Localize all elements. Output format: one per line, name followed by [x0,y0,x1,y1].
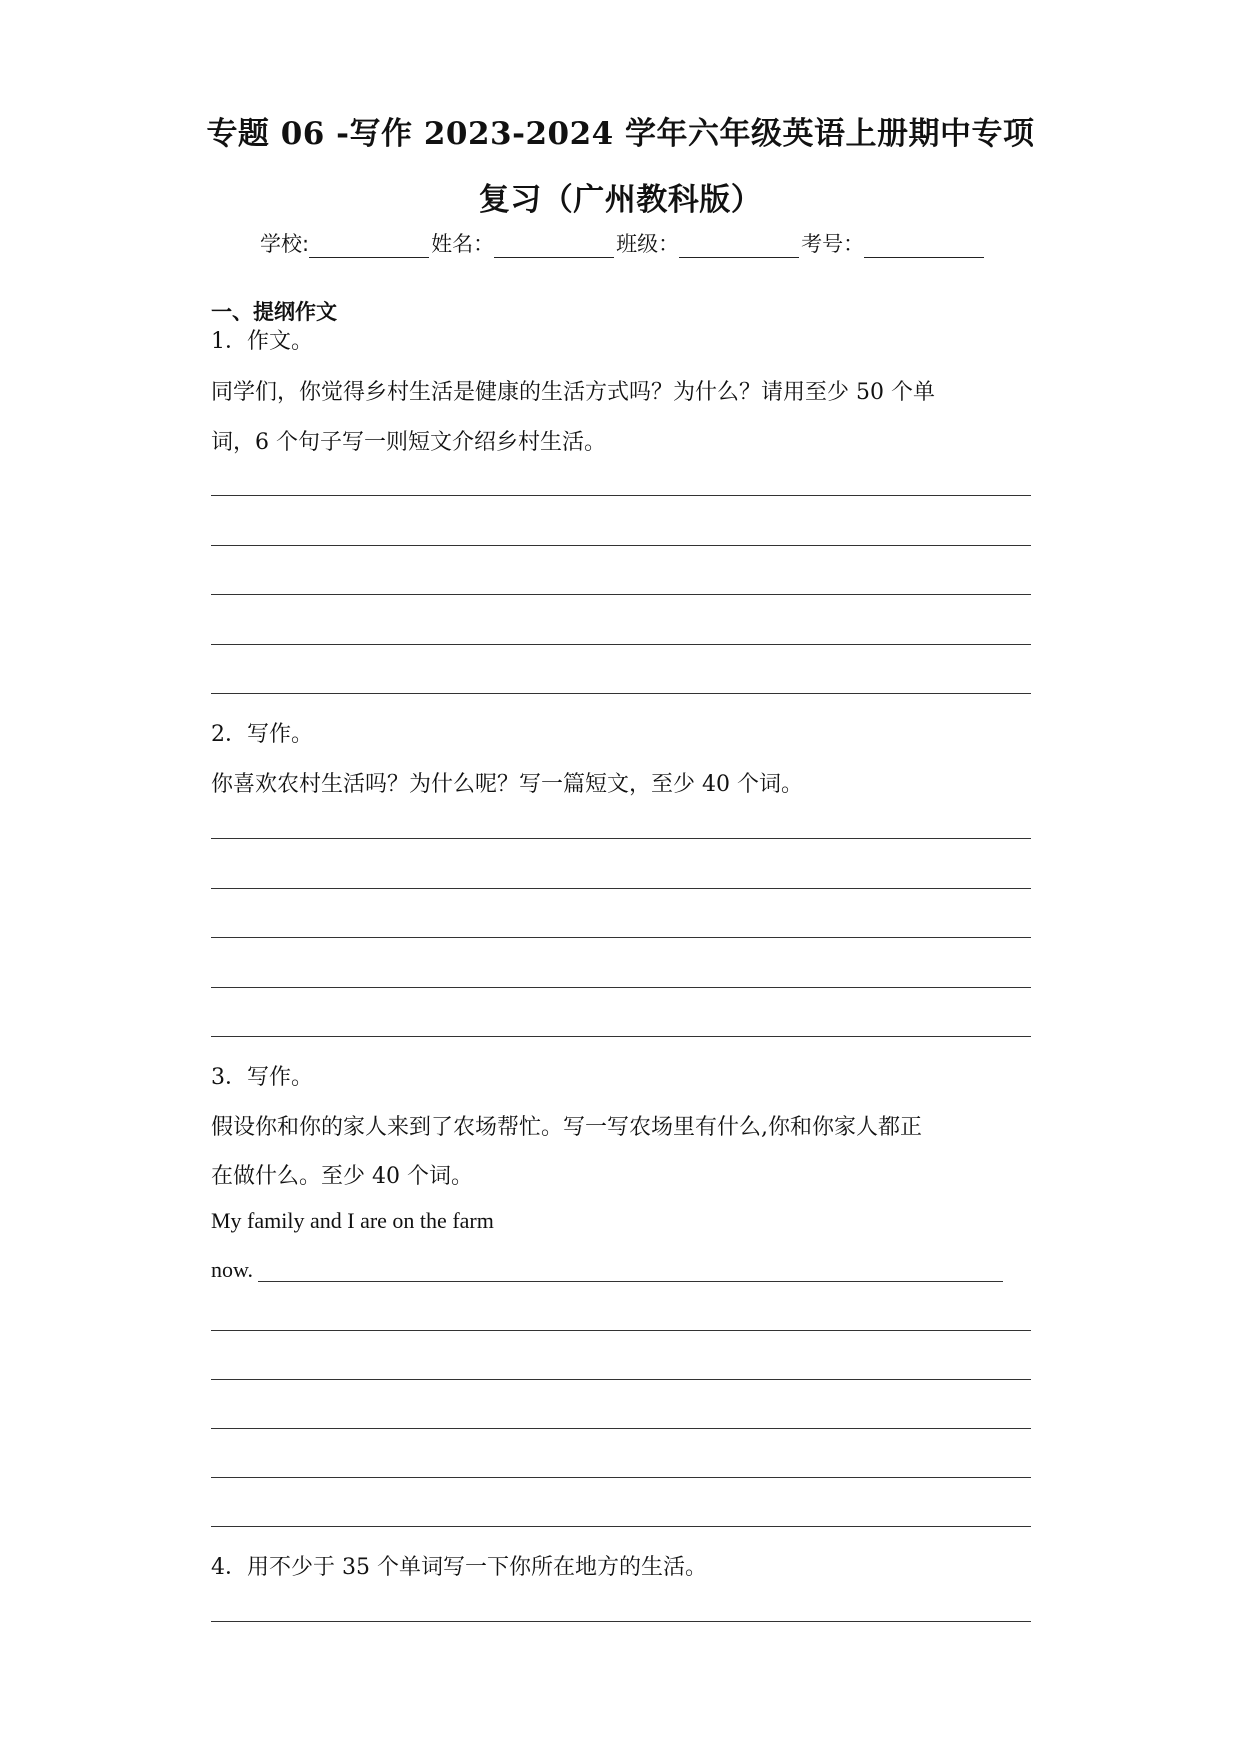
answer-line[interactable] [211,1526,1031,1527]
answer-line[interactable] [211,693,1031,694]
question-3-starter-line-2: now. [211,1257,253,1282]
answer-line[interactable] [211,545,1031,546]
question-4-title: 4．用不少于 35 个单词写一下你所在地方的生活。 [211,1555,707,1580]
school-blank[interactable] [309,237,429,258]
exam-number-label: 考号： [801,232,865,256]
school-label: 学校: [260,232,310,256]
class-blank[interactable] [679,237,799,258]
student-info-row [260,228,986,258]
answer-line[interactable] [211,1036,1031,1037]
answer-line[interactable] [211,644,1031,645]
page-title-line-2: 复习（广州教科版） [478,182,763,218]
question-3-title: 3．写作。 [211,1065,313,1090]
question-3-prompt-line-1: 假设你和你的家人来到了农场帮忙。写一写农场里有什么,你和你家人都正 [211,1115,922,1140]
answer-line[interactable] [211,495,1031,496]
answer-line[interactable] [211,1330,1031,1331]
answer-line[interactable] [211,937,1031,938]
section-heading: 一、提纲作文 [211,300,337,324]
question-2-prompt-line-1: 你喜欢农村生活吗？为什么呢？写一篇短文，至少 40 个词。 [211,772,803,797]
question-1-prompt-line-1: 同学们，你觉得乡村生活是健康的生活方式吗？为什么？请用至少 50 个单 [211,380,935,405]
question-1-prompt-line-2: 词，6 个句子写一则短文介绍乡村生活。 [211,430,606,455]
exam-number-blank[interactable] [864,237,984,258]
question-2-title: 2．写作。 [211,722,313,747]
page-title-line-1: 专题 06 -写作 2023-2024 学年六年级英语上册期中专项 [206,116,1035,152]
question-1-title: 1．作文。 [211,329,313,354]
answer-line[interactable] [211,838,1031,839]
answer-line[interactable] [211,594,1031,595]
question-3-starter-line-1: My family and I are on the farm [211,1208,494,1233]
name-blank[interactable] [494,237,614,258]
answer-line[interactable] [258,1281,1003,1282]
answer-line[interactable] [211,1428,1031,1429]
answer-line[interactable] [211,1379,1031,1380]
question-3-prompt-line-2: 在做什么。至少 40 个词。 [211,1164,473,1189]
class-label: 班级： [616,232,680,256]
answer-line[interactable] [211,1621,1031,1622]
answer-line[interactable] [211,1477,1031,1478]
answer-line[interactable] [211,888,1031,889]
name-label: 姓名： [431,232,495,256]
answer-line[interactable] [211,987,1031,988]
